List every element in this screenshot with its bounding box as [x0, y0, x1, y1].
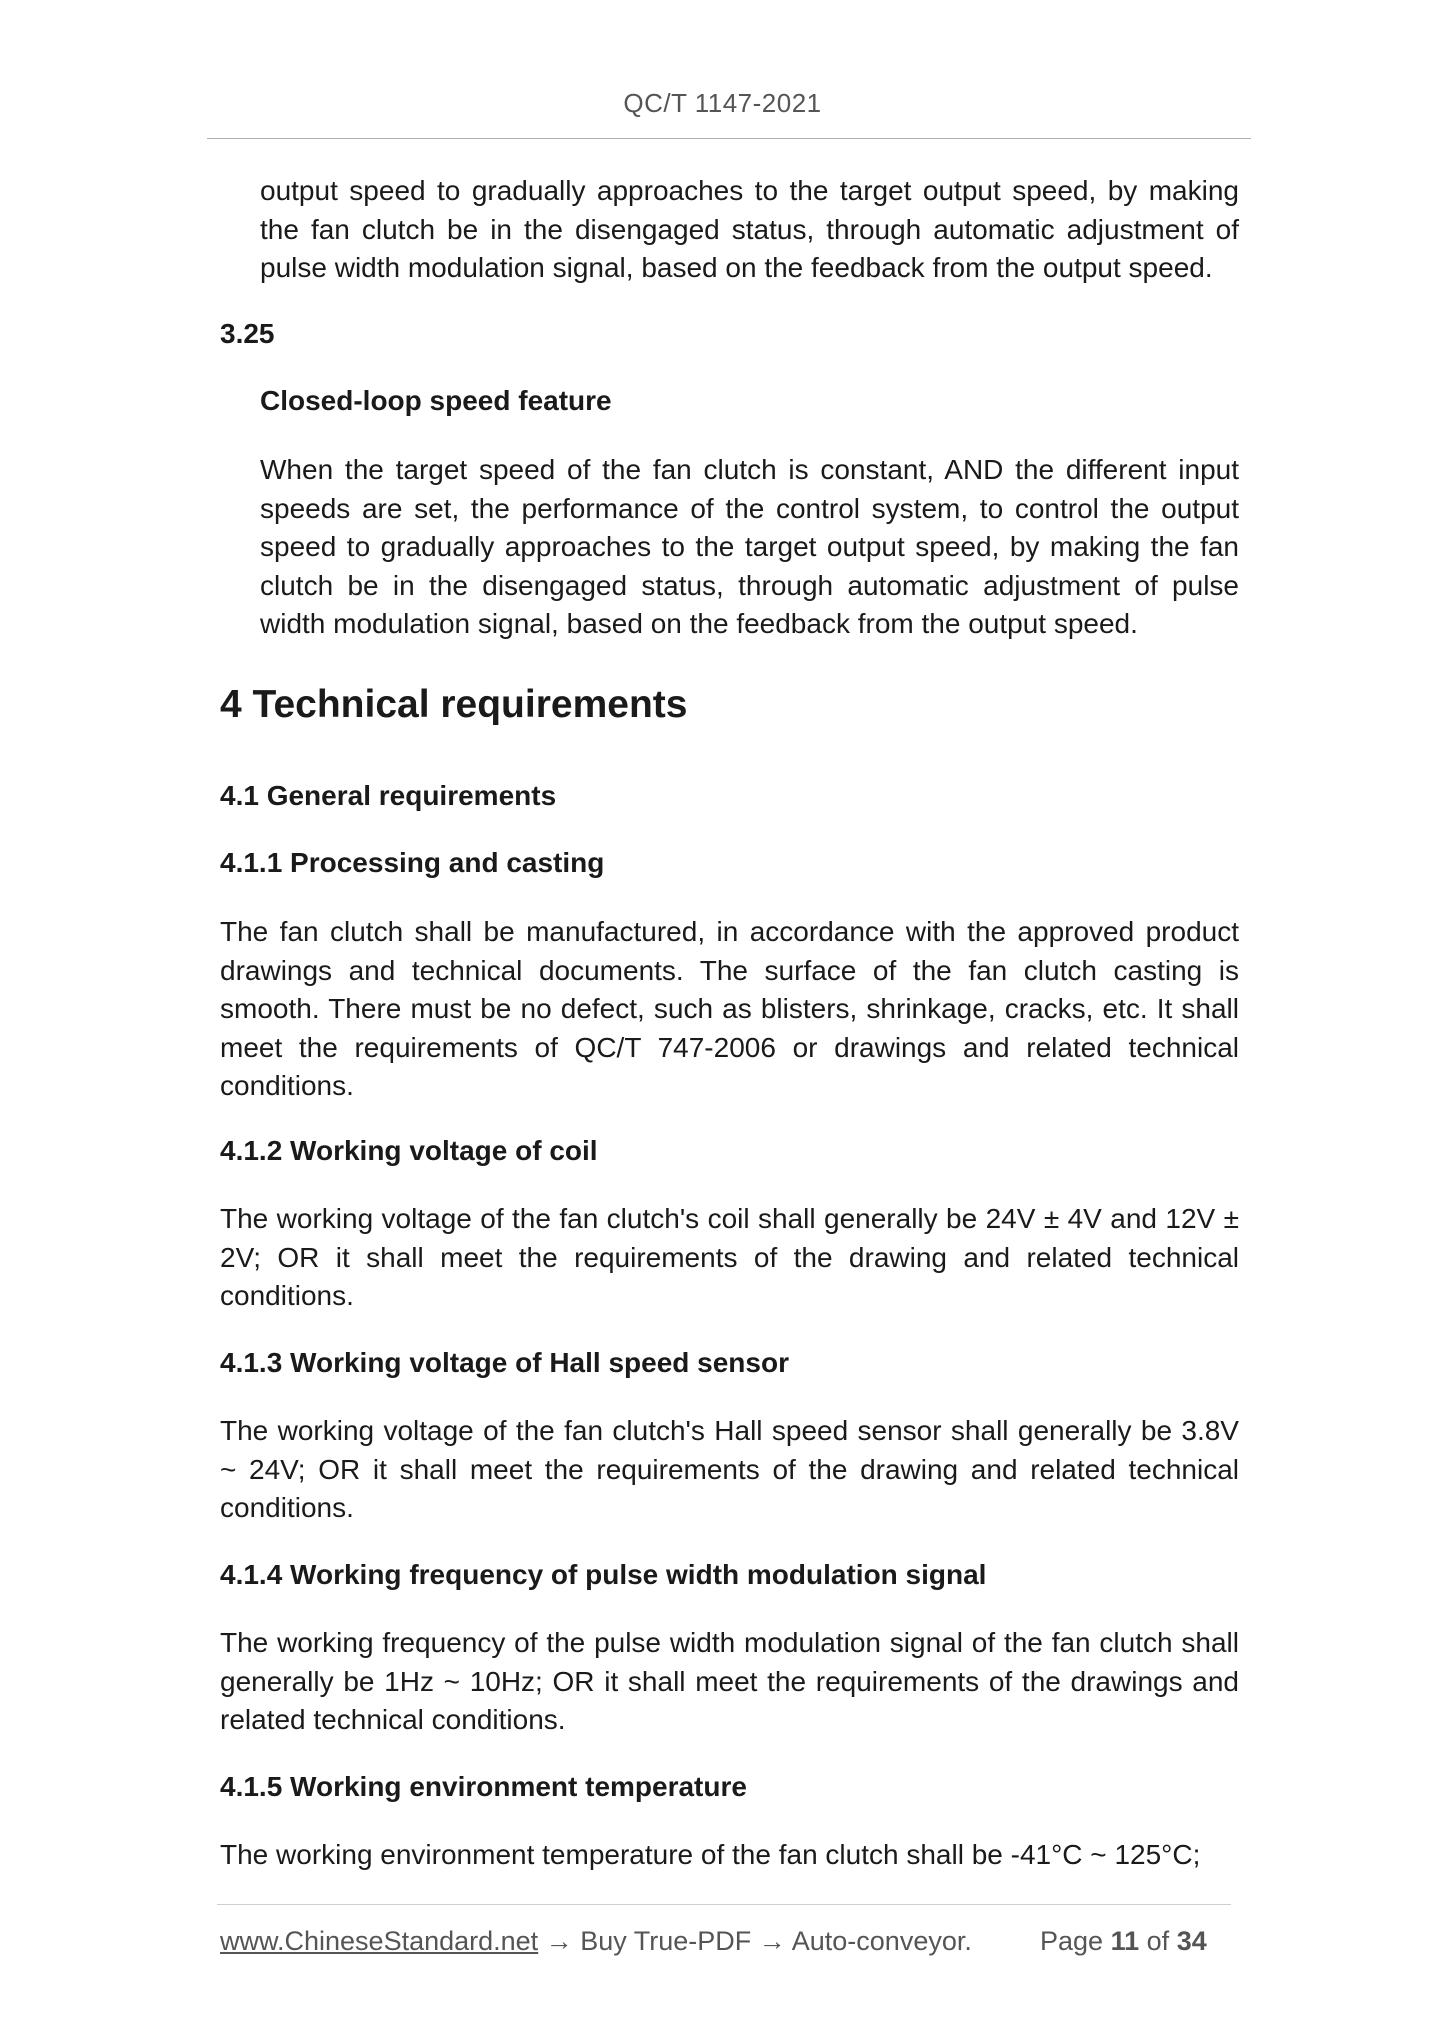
term-title-closed-loop-speed: Closed-loop speed feature: [260, 385, 612, 416]
term-definition-closed-loop-speed: When the target speed of the fan clutch is constant, AND the different input speeds are set, the performance of the control system, to control the output speed to gradually approaches to the target output speed, by making the fan clutch be in the disengaged status, through automatic adjustment of pulse width modulation signal, based on the feedback from the output speed.: [260, 454, 1239, 639]
section-text-4-1-4: The working frequency of the pulse width modulation signal of the fan clutch shall generally be 1Hz ~ 10Hz; OR it shall meet the requirements of the drawings and related technical conditions.: [220, 1627, 1239, 1735]
section-title-4-1-4: 4.1.4 Working frequency of pulse width modulation signal: [220, 1559, 987, 1590]
section-title-4-1-3: 4.1.3 Working voltage of Hall speed sensor: [220, 1347, 789, 1378]
chapter-title-technical-requirements: 4 Technical requirements: [220, 683, 688, 726]
header-divider: [207, 138, 1251, 139]
footer-trail: → Buy True-PDF → Auto-conveyor.: [538, 1926, 972, 1956]
term-number-3-25: 3.25: [220, 318, 275, 349]
section-text-4-1-1: The fan clutch shall be manufactured, in accordance with the approved product drawings and technical documents. The surface of the fan clutch casting is smooth. There must be no defect, such as blisters, shrinkage, cracks, etc. It shall meet the requirements of QC/T 747-2006 or drawings and related technical conditions.: [220, 916, 1239, 1101]
section-title-4-1-2: 4.1.2 Working voltage of coil: [220, 1135, 598, 1166]
document-code-header: QC/T 1147-2021: [623, 88, 822, 118]
footer-source: [220, 1926, 972, 1957]
page-current: 11: [1110, 1926, 1140, 1956]
footer-divider: [217, 1904, 1231, 1905]
page-indicator: [1040, 1926, 1207, 1957]
section-title-4-1: 4.1 General requirements: [220, 780, 557, 811]
section-text-4-1-5: The working environment temperature of the fan clutch shall be -41°C ~ 125°C;: [220, 1839, 1201, 1870]
page-label: Page: [1040, 1926, 1104, 1956]
section-title-4-1-5: 4.1.5 Working environment temperature: [220, 1771, 747, 1802]
section-title-4-1-1: 4.1.1 Processing and casting: [220, 847, 605, 878]
website-link[interactable]: www.ChineseStandard.net: [220, 1926, 539, 1956]
definition-continuation: output speed to gradually approaches to the target output speed, by making the fan clutch be in the disengaged status, through automatic adjustment of pulse width modulation signal, based on the feedback from the output speed.: [260, 175, 1239, 283]
section-text-4-1-3: The working voltage of the fan clutch's Hall speed sensor shall generally be 3.8V ~ 24V; OR it shall meet the requirements of the drawing and related technical conditions.: [220, 1415, 1239, 1523]
section-text-4-1-2: The working voltage of the fan clutch's coil shall generally be 24V ± 4V and 12V ± 2V; OR it shall meet the requirements of the drawing and related technical conditions.: [220, 1203, 1239, 1311]
page-of-label: of: [1146, 1926, 1170, 1956]
page-total: 34: [1176, 1926, 1207, 1956]
